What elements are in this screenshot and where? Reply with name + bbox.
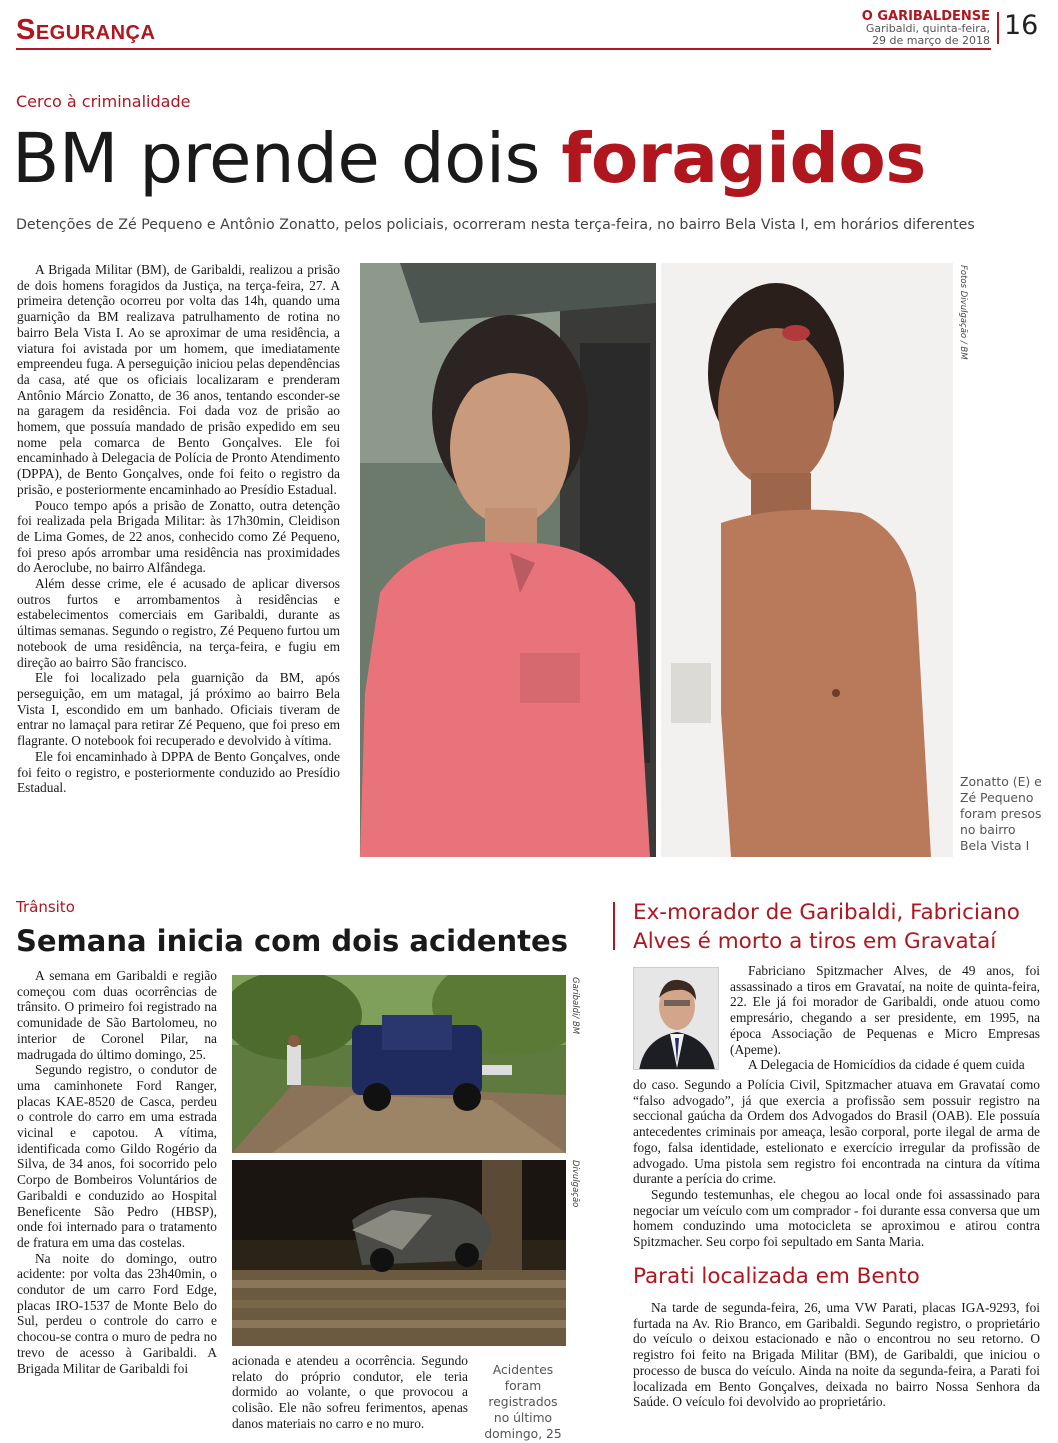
- main-paragraph: Ele foi localizado pela guarnição da BM, após perseguição, em um matagal, já próximo ao bairro Bela Vista I, escondido em um banhado. Oficiais tiveram de entrar no lamaçal para retirar Zé Pequeno, que foi preso em flagrante. O notebook foi recuperado e devolvido à vítima.: [17, 670, 340, 749]
- photo-truck-accident: [232, 975, 566, 1153]
- photo-car-crash: [232, 1160, 566, 1346]
- traffic-continuation-paragraph: acionada e atendeu a ocorrência. Segundo relato do próprio condutor, ele teria dormido ao volante, o que provocou a colisão. Ele não sofreu ferimentos, apenas danos materiais no carro e no muro.: [232, 1353, 468, 1431]
- traffic-article-continuation: [232, 1353, 468, 1432]
- ex-story-body-top: [730, 963, 1040, 1073]
- photo-credit-text: Divulgação: [570, 1160, 580, 1208]
- traffic-article-body: [17, 968, 217, 1376]
- page-divider: [997, 12, 999, 44]
- caption-line: Zonatto (E) e: [960, 774, 1042, 789]
- publication-date: [810, 23, 990, 47]
- photo-ze-pequeno: [661, 263, 953, 857]
- date-line-2: 29 de março de 2018: [872, 34, 990, 47]
- publication-name: O GARIBALDENSE: [861, 9, 990, 24]
- caption-line: no bairro: [960, 822, 1016, 837]
- traffic-paragraph: A semana em Garibaldi e região começou com duas ocorrências de trânsito. O primeiro foi registrado na comunidade de São Bartolomeu, no interior de Coronel Pilar, na madrugada do último domingo, 25.: [17, 968, 217, 1062]
- main-kicker: Cerco à criminalidade: [16, 92, 191, 111]
- ex-story-rule: [613, 902, 615, 950]
- ex-paragraph: A Delegacia de Homicídios da cidade é quem cuida: [748, 1057, 1025, 1073]
- page-number: 16: [1004, 10, 1039, 41]
- parati-headline: Parati localizada em Bento: [633, 1264, 920, 1289]
- main-paragraph: A Brigada Militar (BM), de Garibaldi, realizou a prisão de dois homens foragidos da Justiça, na terça-feira, 27. A primeira detenção ocorreu por volta das 14h, quando uma guarnição da BM realizava patrulhamento de rotina no bairro Bela Vista I. Ao se aproximar de uma residência, a viatura foi avistada por um homem, que imediatamente empreendeu fuga. A perseguição iniciou pelas dependências da casa, até que os oficiais localizaram e prenderam Antônio Márcio Zonatto, de 36 anos, tentando esconder-se na garagem da residência. Foi dada voz de prisão ao homem, que possuía mandado de prisão expedido em seu nome pela comarca de Bento Gonçalves. Ele foi encaminhado à Delegacia de Polícia de Pronto Atendimento (DPPA), de Bento Gonçalves, onde foi feito o registro da prisão, e posteriormente encaminhado ao Presídio Estadual.: [17, 262, 340, 497]
- ex-paragraph: Fabriciano Spitzmacher Alves, de 49 anos, foi assassinado a tiros em Gravataí, na noite de quinta-feira, 22. Ele já foi morador de Garibaldi, onde atuou como empresário, chegando a ser presidente, em 1995, na época Associação de Pequenas e Micro Empresas (Apeme).: [730, 963, 1040, 1057]
- main-deck: Detenções de Zé Pequeno e Antônio Zonatto, pelos policiais, ocorreram nesta terça-feira, no bairro Bela Vista I, em horários diferentes: [16, 217, 975, 233]
- header-rule: [16, 48, 991, 50]
- parati-paragraph: Na tarde de segunda-feira, 26, uma VW Parati, placas IGA-9293, foi furtada na Av. Rio Branco, em Garibaldi. Segundo registro, o proprietário do veículo o deixou estacionado e não o encontrou no seu retorno. O registro foi feito na Brigada Militar (BM), de Garibaldi, que iniciou o processo de busca do veículo. Ainda na noite da segunda-feira, a Parati foi localizada em Bento Gonçalves, deixada no bairro Nossa Senhora da Saúde. O veículo foi devolvido ao proprietário.: [633, 1300, 1040, 1410]
- traffic-headline: Semana inicia com dois acidentes: [16, 924, 568, 958]
- portrait-fabriciano: [633, 967, 719, 1070]
- section-title: Segurança: [16, 14, 156, 46]
- parati-article-body: [633, 1300, 1040, 1410]
- date-line-1: Garibaldi, quinta-feira,: [865, 22, 990, 35]
- main-paragraph: Pouco tempo após a prisão de Zonatto, outra detenção foi realizada pela Brigada Militar: às 17h30min, Cleidison de Lima Gomes, de 22 anos, conhecido como Zé Pequeno, foi preso após arrombar uma residência nas proximidades do Aeroclube, no bairro Alfândega.: [17, 497, 340, 576]
- traffic-kicker: Trânsito: [16, 898, 75, 916]
- caption-line: Zé Pequeno: [960, 790, 1034, 805]
- ex-paragraph: Segundo testemunhas, ele chegou ao local onde foi assassinado para negociar um veículo com um comprador - foi durante essa conversa que um homem conduzindo uma motocicleta se aproximou e atirou contra Spitzmacher. Seu corpo foi sepultado em Santa Maria.: [633, 1186, 1040, 1250]
- main-headline: [12, 118, 926, 200]
- traffic-paragraph: Segundo registro, o condutor de uma caminhonete Ford Ranger, placas KAE-8520 de Casca, perdeu o controle do carro em uma estrada vicinal e capotou. A vítima, identificada como Gildo Rogério da Silva, de 34 anos, foi socorrido pelo Corpo de Bombeiros Voluntários de Garibaldi e conduzido ao Hospital Beneficente São Pedro (HBSP), onde foi internado para o tratamento de fratura em uma das costelas.: [17, 1062, 217, 1250]
- headline-part-1: BM prende dois: [12, 119, 562, 199]
- photo-credit-text: Fotos Divulgação / BM: [958, 265, 968, 360]
- main-article-body: [17, 262, 340, 796]
- traffic-photo-caption: Acidentes foram registrados no último domingo, 25: [484, 1363, 562, 1441]
- caption-line: Bela Vista I: [960, 838, 1030, 853]
- crash-photo-credit: [570, 1160, 582, 1240]
- ex-paragraph: do caso. Segundo a Polícia Civil, Spitzmacher atuava em Gravataí como “falso advogado”, já que exercia a profissão sem possuir registro na seccional gaúcha da Ordem dos Advogados do Brasil (OAB). Ele possuía antecedentes criminais por ameaça, lesão corporal, porte ilegal de arma de fogo, falsa identidade, estelionato e exercício irregular da profissão de advogado. Uma pistola sem registro foi encontrada na cintura da vítima durante a perícia do crime.: [633, 1077, 1040, 1187]
- main-photo-credit: [956, 265, 970, 405]
- truck-photo-credit: [570, 977, 582, 1057]
- photo-credit-text: Garibaldi/ BM: [570, 977, 580, 1035]
- ex-story-headline: Ex-morador de Garibaldi, Fabriciano Alves é morto a tiros em Gravataí: [633, 900, 1020, 954]
- caption-line: foram presos: [960, 806, 1042, 821]
- headline-part-2: foragidos: [561, 119, 926, 199]
- main-paragraph: Além desse crime, ele é acusado de aplicar diversos outros furtos e arrombamentos à residências e estabelecimentos comerciais em Garibaldi, durante as últimas semanas. Segundo o registro, Zé Pequeno furtou um notebook de uma residência, na terça-feira, e fugiu em direção ao bairro São francisco.: [17, 576, 340, 670]
- main-photo-caption: [960, 774, 1052, 854]
- traffic-paragraph: Na noite do domingo, outro acidente: por volta das 23h40min, o condutor de um carro Ford Edge, placas IRO-1537 de Monte Belo do Sul, perdeu o controle do carro e chocou-se contra o muro de pedra no trevo de acesso à Garibaldi. A Brigada Militar de Garibaldi foi: [17, 1250, 217, 1376]
- main-paragraph: Ele foi encaminhado à DPPA de Bento Gonçalves, onde foi feito o registro, e posteriormente conduzido ao Presídio Estadual.: [17, 748, 340, 796]
- photo-zonatto: [360, 263, 656, 857]
- ex-story-body-bottom: [633, 1077, 1040, 1250]
